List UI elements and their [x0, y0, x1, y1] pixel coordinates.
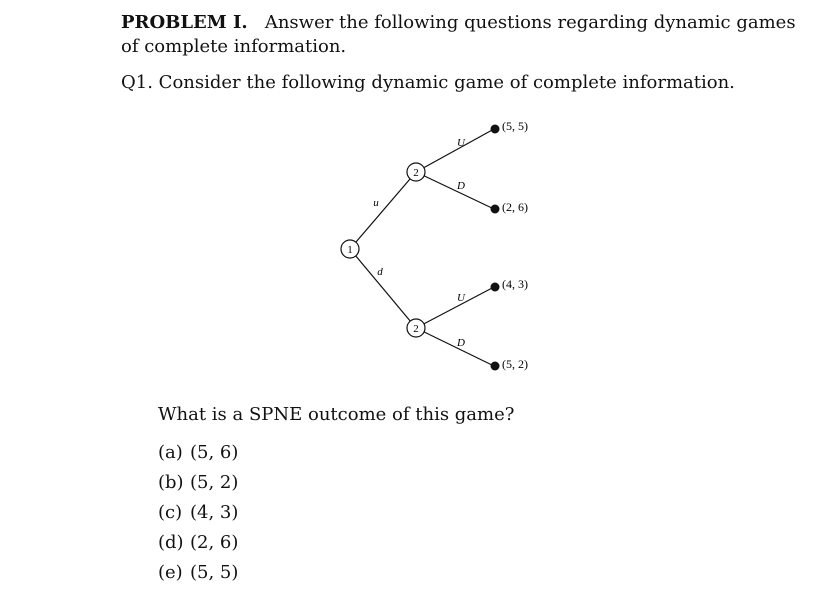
edge-upper-D [416, 172, 494, 209]
edge-label-d: d [377, 266, 383, 278]
edge-label-upper-U: U [457, 137, 465, 149]
option-value: (5, 5) [190, 562, 239, 583]
payoff-dU: (4, 3) [502, 277, 528, 291]
question-1-text: Consider the following dynamic game of complete information. [158, 72, 735, 93]
terminal-node-uD [491, 205, 500, 214]
option-value: (5, 6) [190, 442, 239, 463]
edge-label-upper-D: D [457, 180, 465, 192]
root-node [341, 240, 359, 258]
option-c[interactable] [158, 500, 238, 530]
edge-label-u: u [373, 197, 379, 209]
option-value: (2, 6) [190, 532, 239, 553]
edge-upper-U [416, 129, 494, 172]
answer-options [158, 440, 238, 590]
edge-label-lower-D: D [457, 337, 465, 349]
problem-intro-line1: Answer the following questions regarding dynamic games [264, 12, 796, 33]
terminal-node-uU [491, 125, 500, 134]
upper-node-player: 2 [413, 167, 419, 179]
option-value: (5, 2) [190, 472, 239, 493]
option-b[interactable] [158, 470, 238, 500]
edge-lower-U [416, 287, 494, 328]
option-letter: (c) [158, 502, 183, 523]
upper-node [407, 163, 425, 181]
option-letter: (a) [158, 442, 183, 463]
option-value: (4, 3) [190, 502, 239, 523]
spne-question: What is a SPNE outcome of this game? [158, 404, 515, 425]
problem-title: PROBLEM I. [121, 12, 248, 33]
option-letter: (b) [158, 472, 184, 493]
option-letter: (d) [158, 532, 184, 553]
lower-node-player: 2 [413, 323, 419, 335]
payoff-uD: (2, 6) [502, 200, 528, 214]
terminal-node-dD [491, 362, 500, 371]
option-d[interactable] [158, 530, 238, 560]
edge-label-lower-U: U [457, 292, 465, 304]
problem-intro-line2: of complete information. [121, 36, 347, 57]
terminal-node-dU [491, 283, 500, 292]
edge-lower-D [416, 328, 494, 366]
option-a[interactable] [158, 440, 238, 470]
lower-node [407, 319, 425, 337]
root-node-player: 1 [347, 244, 353, 256]
option-e[interactable] [158, 560, 238, 590]
question-1-label: Q1. [121, 72, 153, 93]
edge-d [350, 249, 416, 328]
edge-u [350, 172, 416, 249]
payoff-uU: (5, 5) [502, 119, 528, 133]
option-letter: (e) [158, 562, 183, 583]
payoff-dD: (5, 2) [502, 357, 528, 371]
